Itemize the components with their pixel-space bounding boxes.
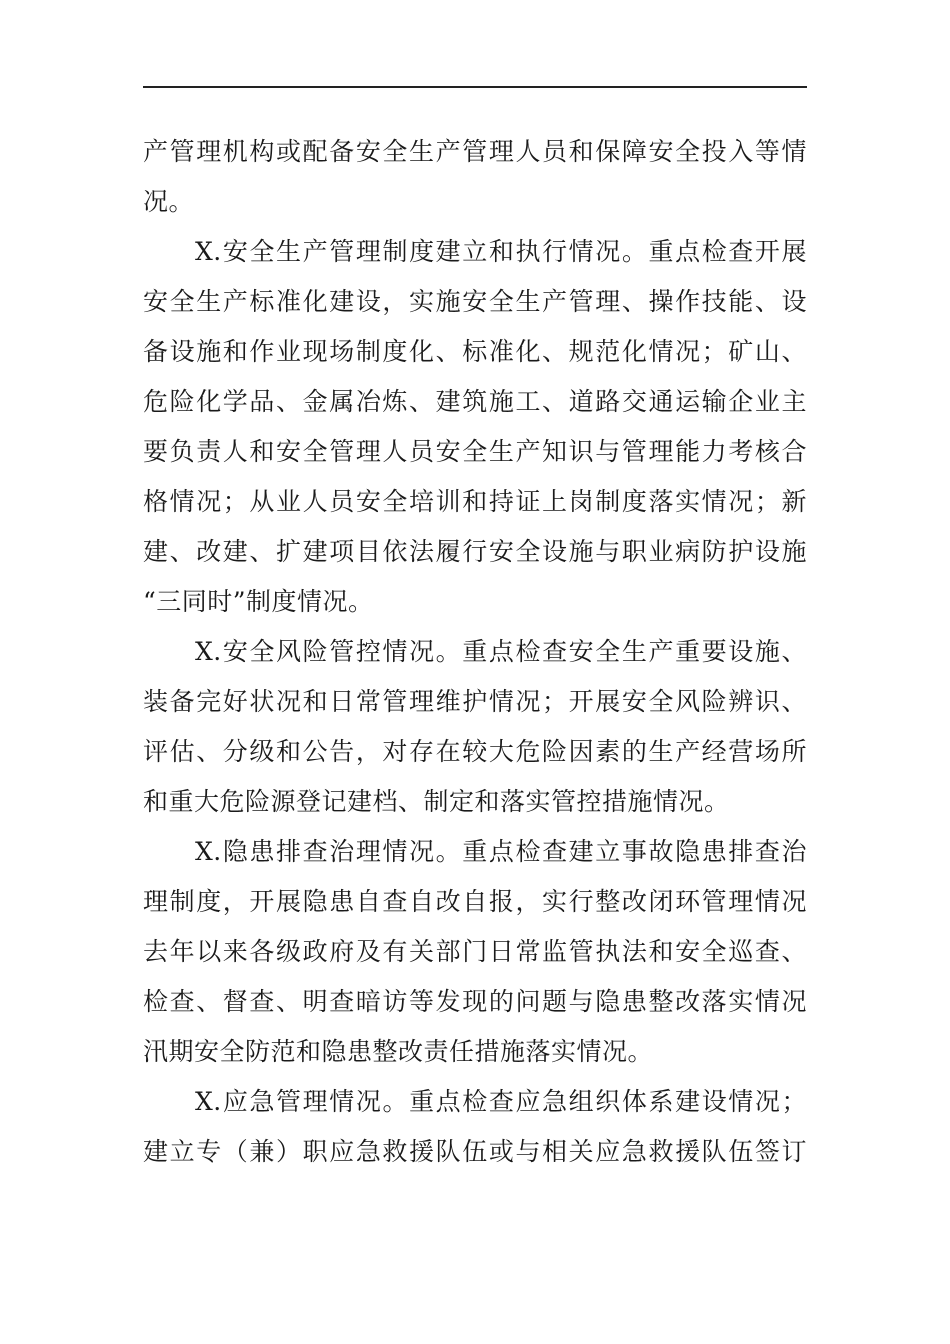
header-rule	[143, 86, 807, 88]
text-line: 检查、督查、明查暗访等发现的问题与隐患整改落实情况	[143, 987, 807, 1016]
text-line: X.应急管理情况。重点检查应急组织体系建设情况；	[195, 1087, 807, 1116]
text-line: 况。	[143, 187, 195, 216]
text-line: 安全生产标准化建设，实施安全生产管理、操作技能、设	[143, 287, 807, 316]
text-line: X.隐患排查治理情况。重点检查建立事故隐患排查治	[195, 837, 807, 866]
text-line: 格情况；从业人员安全培训和持证上岗制度落实情况；新	[143, 487, 807, 516]
text-line: 装备完好状况和日常管理维护情况；开展安全风险辨识、	[143, 687, 807, 716]
text-line: 去年以来各级政府及有关部门日常监管执法和安全巡查、	[143, 937, 807, 966]
text-line: “三同时”制度情况。	[143, 587, 374, 616]
text-line: 危险化学品、金属冶炼、建筑施工、道路交通运输企业主	[143, 387, 807, 416]
text-line: 建、改建、扩建项目依法履行安全设施与职业病防护设施	[143, 537, 807, 566]
text-line: X.安全风险管控情况。重点检查安全生产重要设施、	[195, 637, 807, 666]
text-line: 理制度，开展隐患自查自改自报，实行整改闭环管理情况	[143, 887, 807, 916]
text-line: 汛期安全防范和隐患整改责任措施落实情况。	[143, 1037, 654, 1066]
text-line: 要负责人和安全管理人员安全生产知识与管理能力考核合	[143, 437, 807, 466]
text-line: 建立专（兼）职应急救援队伍或与相关应急救援队伍签订	[143, 1137, 807, 1166]
text-line: 产管理机构或配备安全生产管理人员和保障安全投入等情	[143, 137, 807, 166]
text-line: 备设施和作业现场制度化、标准化、规范化情况；矿山、	[143, 337, 807, 366]
text-line: X.安全生产管理制度建立和执行情况。重点检查开展	[195, 237, 807, 266]
text-line: 和重大危险源登记建档、制定和落实管控措施情况。	[143, 787, 730, 816]
text-line: 评估、分级和公告，对存在较大危险因素的生产经营场所	[143, 737, 807, 766]
